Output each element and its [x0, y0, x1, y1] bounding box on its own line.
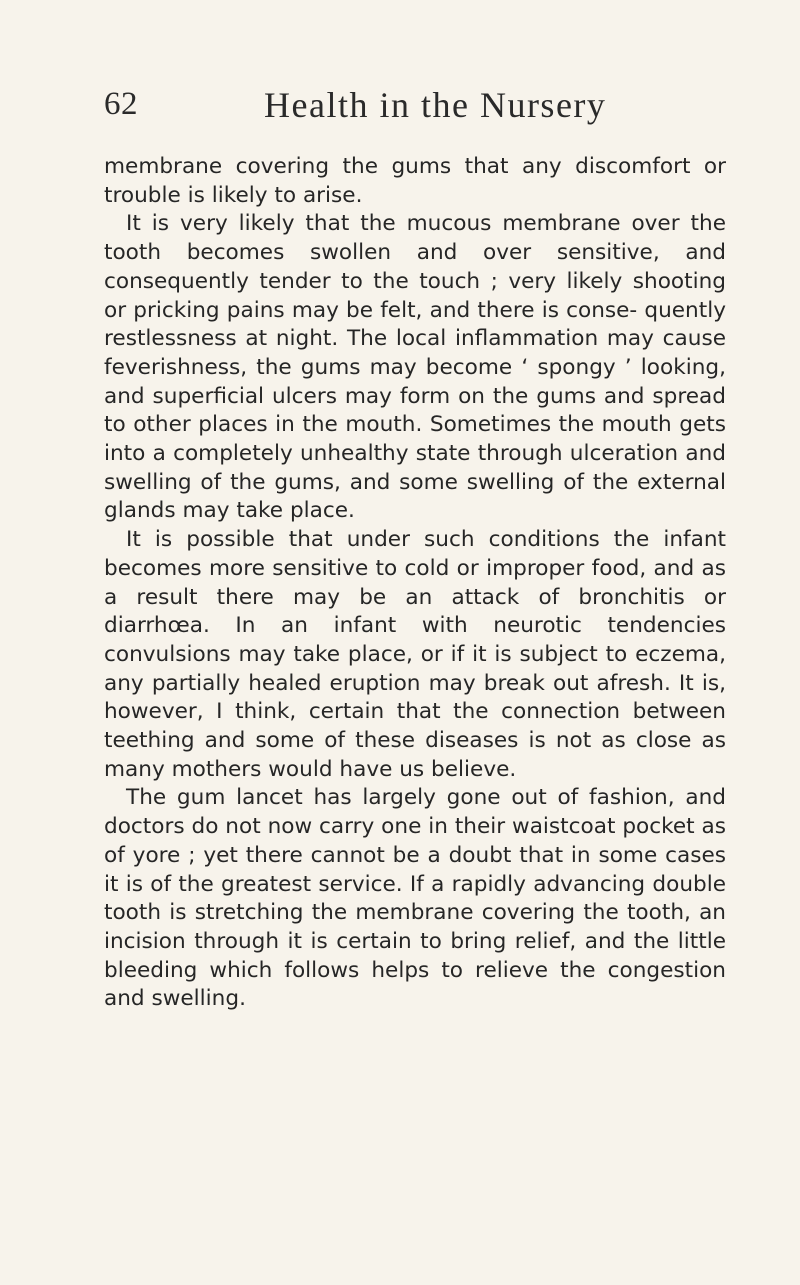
body-text — [104, 153, 726, 1014]
paragraph: The gum lancet has largely gone out of fashion, and doctors do not now carry one in their waistcoat pocket as of yore ; yet there cannot be a doubt that in some cases it is of the greatest service. If a rapidly advancing double tooth is stretching the membrane covering the tooth, an incision through it is certain to bring relief, and the little bleeding which follows helps to relieve the congestion and swelling. — [104, 785, 726, 1012]
page-header — [104, 84, 704, 134]
page-number: 62 — [104, 86, 138, 122]
paragraph: membrane covering the gums that any discomfort or trouble is likely to arise. — [104, 154, 726, 208]
paragraph: It is possible that under such conditions the infant becomes more sensitive to cold or improper food, and as a result there may be an attack of bronchitis or diarrhœa. In an infant with neurotic tendencies convulsions may take place, or if it is subject to eczema, any partially healed eruption may break out afresh. It is, however, I think, certain that the connection between teething and some of these diseases is not as close as many mothers would have us believe. — [104, 527, 726, 782]
running-title: Health in the Nursery — [264, 85, 607, 125]
paragraph: It is very likely that the mucous membrane over the tooth becomes swollen and over sensitive, and consequently tender to the touch ; very likely shooting or pricking pains may be felt, and there is conse- quently restlessness at night. The local inflammation may cause feverishness, the gums may become ‘ spongy ’ looking, and superficial ulcers may form on the gums and spread to other places in the mouth. Sometimes the mouth gets into a completely unhealthy state through ulceration and swelling of the gums, and some swelling of the external glands may take place. — [104, 211, 726, 524]
